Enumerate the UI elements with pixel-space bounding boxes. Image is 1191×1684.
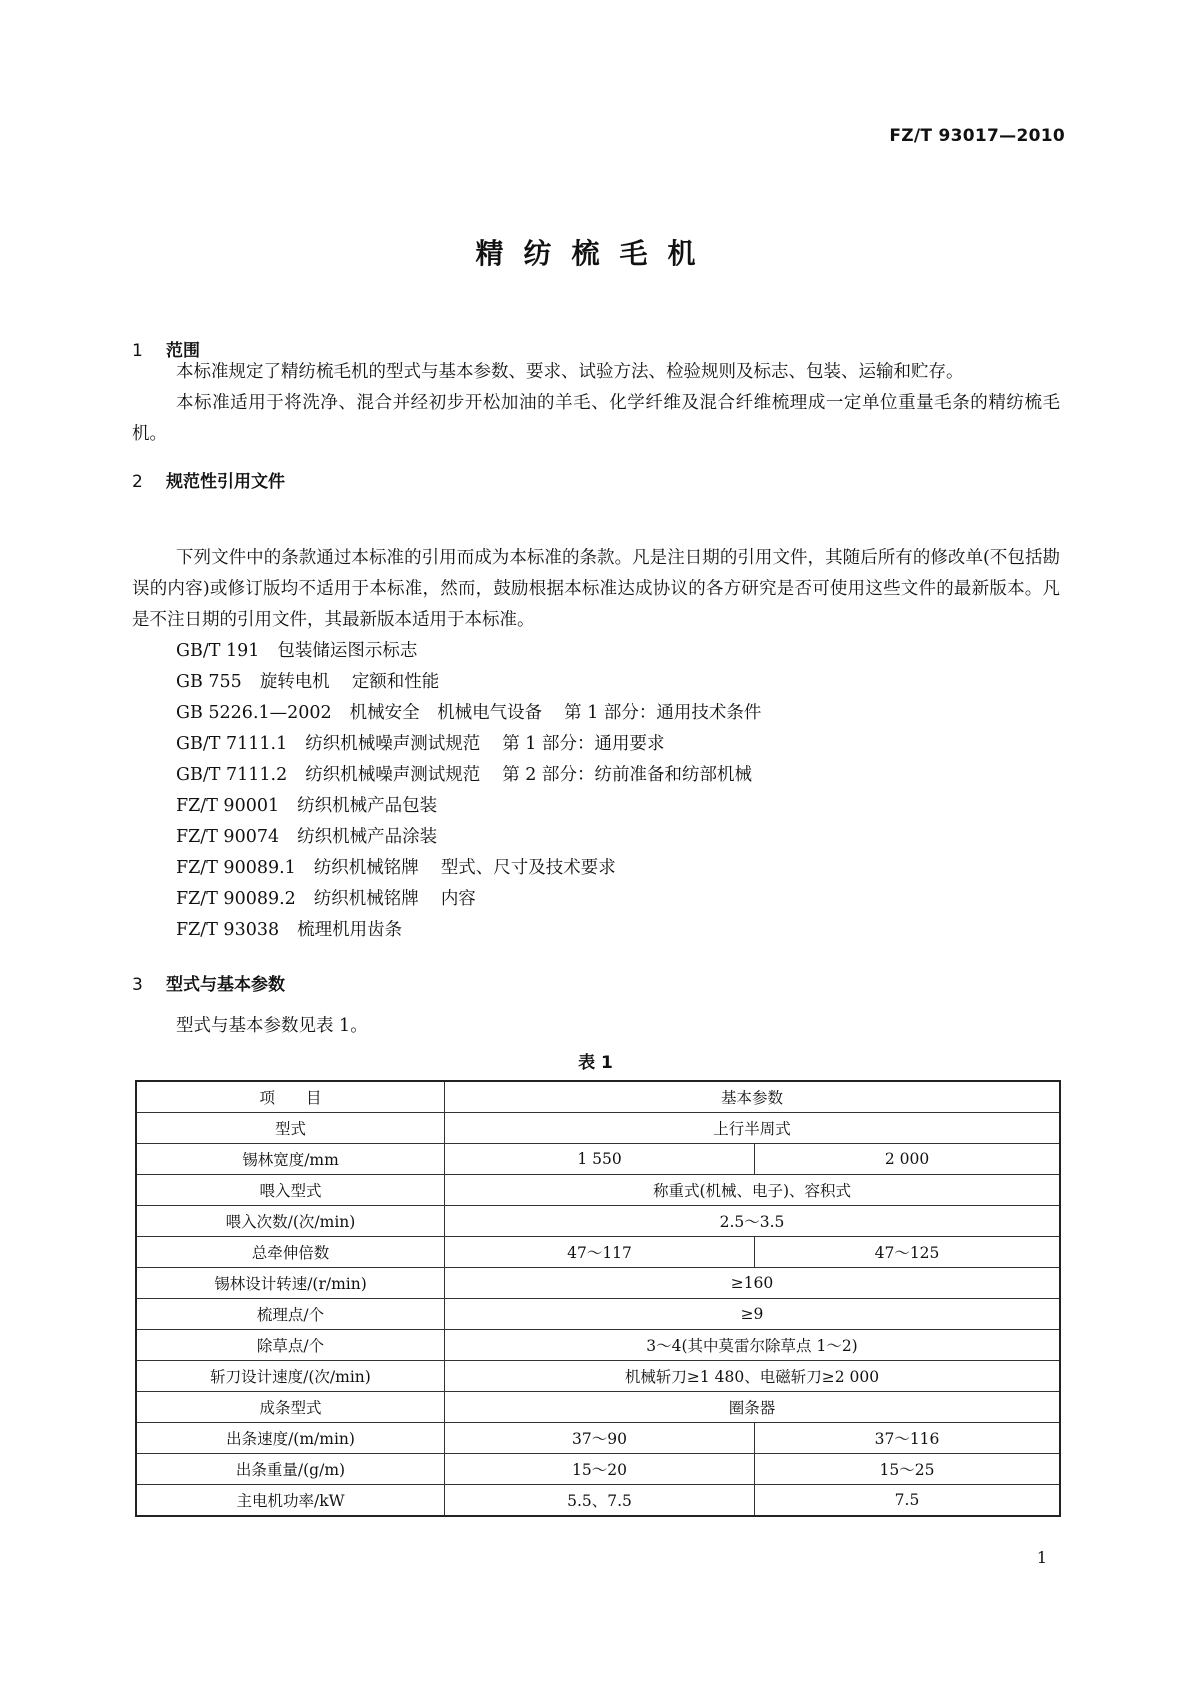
reference-title: 梳理机用齿条 — [297, 920, 403, 940]
row-value-left: 47～117 — [445, 1237, 755, 1268]
section-1-paragraph-1: 本标准规定了精纺梳毛机的型式与基本参数、要求、试验方法、检验规则及标志、包装、运输和贮存。 — [176, 362, 964, 382]
section-title: 型式与基本参数 — [166, 975, 285, 995]
reference-title: 纺织机械噪声测试规范 — [305, 734, 481, 754]
reference-title: 纺织机械噪声测试规范 — [305, 765, 481, 785]
section-number: 3 — [132, 975, 143, 995]
row-label: 出条速度/(m/min) — [136, 1423, 445, 1454]
reference-subtitle: 第 2 部分：纺前准备和纺部机械 — [502, 765, 752, 785]
reference-item — [176, 822, 761, 853]
section-number: 2 — [132, 472, 143, 492]
reference-title: 纺织机械产品涂装 — [297, 827, 438, 847]
row-value-right: 7.5 — [755, 1485, 1061, 1517]
table-row — [136, 1113, 1060, 1144]
table-row — [136, 1144, 1060, 1175]
section-3-heading — [132, 970, 285, 995]
row-label: 喂入型式 — [136, 1175, 445, 1206]
row-value-left: 5.5、7.5 — [445, 1485, 755, 1517]
table-row — [136, 1392, 1060, 1423]
row-label: 主电机功率/kW — [136, 1485, 445, 1517]
table-header-row — [136, 1081, 1060, 1113]
reference-code: FZ/T 90089.1 — [176, 858, 296, 878]
row-value-right: 47～125 — [755, 1237, 1061, 1268]
reference-subtitle: 第 1 部分：通用技术条件 — [564, 703, 762, 723]
section-2-paragraph-1: 下列文件中的条款通过本标准的引用而成为本标准的条款。凡是注日期的引用文件，其随后所有的修改单(不包括勘误的内容)或修订版均不适用于本标准，然而，鼓励根据本标准达成协议的各方研究是否可使用这些文件的最新版本。凡是不注日期的引用文件，其最新版本适用于本标准。 — [132, 548, 1060, 630]
table-row — [136, 1485, 1060, 1517]
row-value-right: 37～116 — [755, 1423, 1061, 1454]
reference-code: GB/T 7111.2 — [176, 765, 288, 785]
reference-code: FZ/T 90089.2 — [176, 889, 296, 909]
section-3-paragraph-1: 型式与基本参数见表 1。 — [176, 1016, 368, 1036]
row-value: 上行半周式 — [445, 1113, 1061, 1144]
row-label: 锡林宽度/mm — [136, 1144, 445, 1175]
table-row — [136, 1237, 1060, 1268]
page-number: 1 — [1036, 1548, 1047, 1567]
reference-subtitle: 型式、尺寸及技术要求 — [440, 858, 616, 878]
section-1-paragraph-2: 本标准适用于将洗净、混合并经初步开松加油的羊毛、化学纤维及混合纤维梳理成一定单位重量毛条的精纺梳毛机。 — [132, 393, 1060, 444]
row-label: 斩刀设计速度/(次/min) — [136, 1361, 445, 1392]
reference-subtitle: 定额和性能 — [351, 672, 440, 692]
reference-code: FZ/T 93038 — [176, 920, 280, 940]
row-label: 成条型式 — [136, 1392, 445, 1423]
table-row — [136, 1361, 1060, 1392]
reference-title: 旋转电机 — [259, 672, 330, 692]
reference-title: 纺织机械铭牌 — [313, 889, 419, 909]
row-label: 除草点/个 — [136, 1330, 445, 1361]
row-value-left: 15～20 — [445, 1454, 755, 1485]
row-label: 锡林设计转速/(r/min) — [136, 1268, 445, 1299]
table-row — [136, 1299, 1060, 1330]
reference-title: 包装储运图示标志 — [277, 641, 418, 661]
row-value-right: 2 000 — [755, 1144, 1061, 1175]
row-value: 称重式(机械、电子)、容积式 — [445, 1175, 1061, 1206]
reference-title: 纺织机械产品包装 — [297, 796, 438, 816]
table-caption: 表 1 — [578, 1053, 613, 1073]
reference-item — [176, 853, 761, 884]
reference-title: 机械安全 机械电气设备 — [349, 703, 543, 723]
row-label: 喂入次数/(次/min) — [136, 1206, 445, 1237]
reference-item — [176, 667, 761, 698]
table-row — [136, 1268, 1060, 1299]
row-value-right: 15～25 — [755, 1454, 1061, 1485]
table-row — [136, 1423, 1060, 1454]
reference-item — [176, 698, 761, 729]
row-value: 机械斩刀≥1 480、电磁斩刀≥2 000 — [445, 1361, 1061, 1392]
reference-item — [176, 791, 761, 822]
row-value: 圈条器 — [445, 1392, 1061, 1423]
reference-item — [176, 915, 761, 946]
reference-item — [176, 884, 761, 915]
section-title: 范围 — [166, 341, 200, 361]
reference-list — [176, 636, 761, 946]
row-value: ≥9 — [445, 1299, 1061, 1330]
parameter-table — [135, 1080, 1061, 1517]
row-label: 型式 — [136, 1113, 445, 1144]
row-label: 总牵伸倍数 — [136, 1237, 445, 1268]
section-number: 1 — [132, 341, 143, 361]
table-row — [136, 1330, 1060, 1361]
table-row — [136, 1454, 1060, 1485]
row-label: 出条重量/(g/m) — [136, 1454, 445, 1485]
section-2-heading — [132, 467, 285, 492]
table-header-item: 项 目 — [136, 1081, 445, 1113]
reference-item — [176, 760, 761, 791]
row-value: 3～4(其中莫雷尔除草点 1～2) — [445, 1330, 1061, 1361]
standard-code: FZ/T 93017—2010 — [889, 126, 1065, 146]
reference-code: GB 755 — [176, 672, 242, 692]
row-label: 梳理点/个 — [136, 1299, 445, 1330]
reference-code: FZ/T 90074 — [176, 827, 280, 847]
table-header-params: 基本参数 — [445, 1081, 1061, 1113]
table-row — [136, 1175, 1060, 1206]
reference-item — [176, 636, 761, 667]
document-title: 精纺梳毛机 — [475, 237, 716, 270]
reference-subtitle: 第 1 部分：通用要求 — [502, 734, 665, 754]
reference-item — [176, 729, 761, 760]
reference-code: GB 5226.1—2002 — [176, 703, 332, 723]
reference-subtitle: 内容 — [440, 889, 476, 909]
row-value: 2.5～3.5 — [445, 1206, 1061, 1237]
reference-code: GB/T 7111.1 — [176, 734, 288, 754]
table-row — [136, 1206, 1060, 1237]
reference-title: 纺织机械铭牌 — [313, 858, 419, 878]
row-value-left: 1 550 — [445, 1144, 755, 1175]
row-value-left: 37～90 — [445, 1423, 755, 1454]
reference-code: GB/T 191 — [176, 641, 260, 661]
section-title: 规范性引用文件 — [166, 472, 285, 492]
reference-code: FZ/T 90001 — [176, 796, 280, 816]
row-value: ≥160 — [445, 1268, 1061, 1299]
